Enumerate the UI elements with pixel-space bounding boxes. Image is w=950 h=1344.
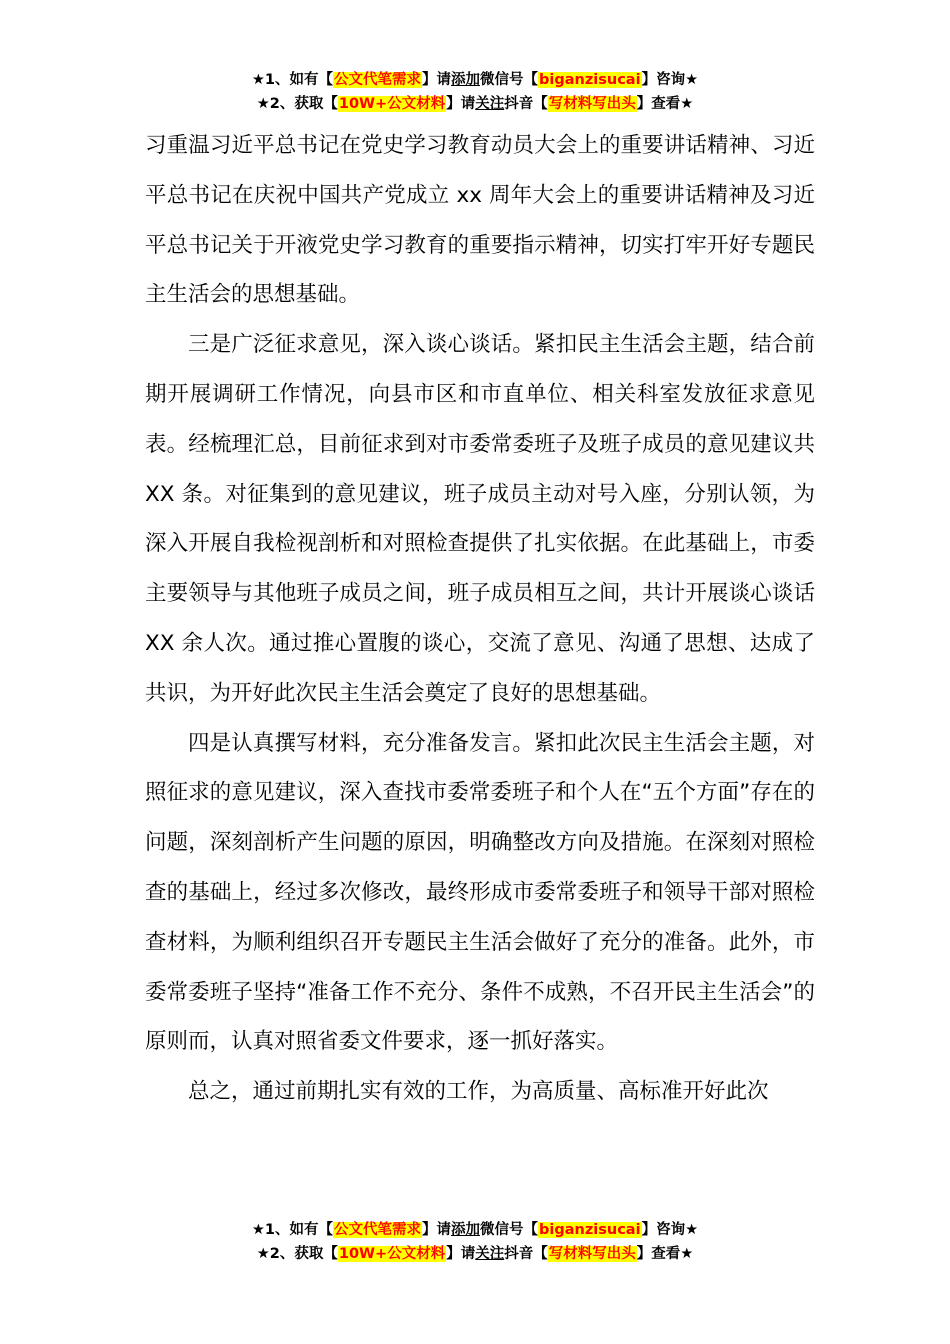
paragraph-continuation: 习重温习近平总书记在党史学习教育动员大会上的重要讲话精神、习近平总书记在庆祝中国共产党成立 xx 周年大会上的重要讲话精神及习近平总书记关于开液党史学习教育的重要指示精神，切实打牢开好专题民主生活会的思想基础。 [145, 133, 815, 308]
highlight-service: 公文代笔需求 [334, 1222, 422, 1238]
banner-text: 】查看★ [636, 96, 694, 112]
paragraph-point-three: 三是广泛征求意见，深入谈心谈话。紧扣民主生活会主题，结合前期开展调研工作情况，向县市区和市直单位、相关科室发放征求意见表。经梳理汇总，目前征求到对市委常委班子及班子成员的意见建议共 XX 条。对征集到的意见建议，班子成员主动对号入座，分别认领，为深入开展自我检视剖析和对照检查提供了扎实依据。在此基础上，市委主要领导与其他班子成员之间，班子成员相互之间，共计开展谈心谈话 XX 余人次。通过推心置腹的谈心，交流了意见、沟通了思想、达成了共识，为开好此次民主生活会奠定了良好的思想基础。 [145, 332, 815, 706]
header-banner [0, 68, 950, 116]
banner-text-underlined: 关注 [475, 1246, 505, 1262]
footer-banner [0, 1218, 950, 1266]
banner-text: 】请 [422, 1222, 452, 1238]
banner-text: 】请 [446, 96, 476, 112]
highlight-wechat-id: biganzisucai [539, 72, 641, 88]
banner-line-2 [0, 92, 950, 116]
banner-text: 抖音【 [504, 1246, 548, 1262]
paragraph-point-four: 四是认真撰写材料，充分准备发言。紧扣此次民主生活会主题，对照征求的意见建议，深入查找市委常委班子和个人在“五个方面”存在的问题，深刻剖析产生问题的原因，明确整改方向及措施。在深刻对照检查的基础上，经过多次修改，最终形成市委常委班子和领导干部对照检查材料，为顺利组织召开专题民主生活会做好了充分的准备。此外，市委常委班子坚持“准备工作不充分、条件不成熟，不召开民主生活会”的原则而，认真对照省委文件要求，逐一抓好落实。 [145, 730, 815, 1055]
banner-text: ★2、获取【 [256, 96, 338, 112]
banner-text: ★2、获取【 [256, 1246, 338, 1262]
banner-text-underlined: 添加 [451, 72, 481, 88]
banner-line-2 [0, 1242, 950, 1266]
banner-text: 】咨询★ [641, 72, 699, 88]
banner-text: 微信号【 [480, 72, 539, 88]
banner-text: ★1、如有【 [251, 1222, 334, 1238]
banner-text: 】查看★ [636, 1246, 694, 1262]
banner-line-1 [0, 1218, 950, 1242]
banner-text-underlined: 关注 [475, 96, 505, 112]
highlight-service: 公文代笔需求 [334, 72, 422, 88]
banner-text: 】请 [446, 1246, 476, 1262]
highlight-douyin-account: 写材料写出头 [548, 96, 636, 112]
paragraph-summary: 总之，通过前期扎实有效的工作，为高质量、高标准开好此次 [188, 1079, 769, 1105]
document-body [145, 121, 815, 1117]
highlight-materials: 10W+公文材料 [338, 96, 446, 112]
banner-line-1 [0, 68, 950, 92]
banner-text: 抖音【 [504, 96, 548, 112]
banner-text: 微信号【 [480, 1222, 539, 1238]
banner-text-underlined: 添加 [451, 1222, 481, 1238]
banner-text: 】请 [422, 72, 452, 88]
banner-text: 】咨询★ [641, 1222, 699, 1238]
highlight-materials: 10W+公文材料 [338, 1246, 446, 1262]
banner-text: ★1、如有【 [251, 72, 334, 88]
highlight-douyin-account: 写材料写出头 [548, 1246, 636, 1262]
highlight-wechat-id: biganzisucai [539, 1222, 641, 1238]
